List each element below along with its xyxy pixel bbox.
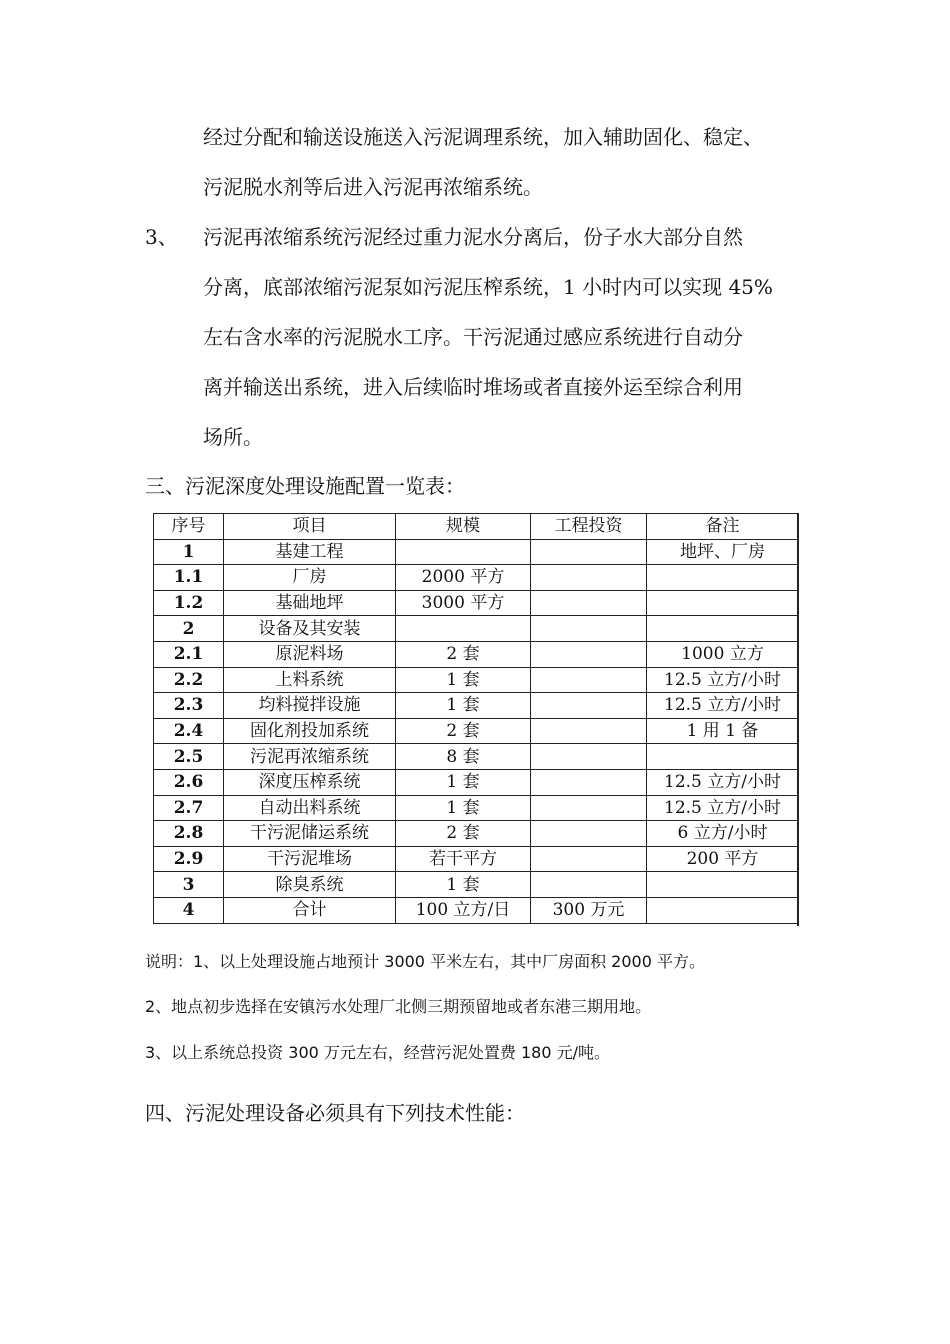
table-cell-idx: 2.7	[154, 795, 224, 821]
table-cell-scale: 8 套	[396, 744, 531, 770]
table-cell-note	[647, 872, 799, 898]
table-cell-invest	[531, 821, 647, 847]
table-cell-idx: 2.4	[154, 718, 224, 744]
table-cell-idx: 3	[154, 872, 224, 898]
table-cell-invest	[531, 565, 647, 591]
table-cell-invest	[531, 590, 647, 616]
table-cell-note: 6 立方/小时	[647, 821, 799, 847]
header-cell: 项目	[224, 514, 396, 540]
header-cell: 序号	[154, 514, 224, 540]
table-cell-scale: 3000 平方	[396, 590, 531, 616]
table-cell-item: 上料系统	[224, 667, 396, 693]
table-cell-note	[647, 616, 799, 642]
table-cell-note	[647, 565, 799, 591]
table-cell-scale: 2 套	[396, 821, 531, 847]
table-cell-idx: 2.9	[154, 846, 224, 872]
note-line: 2、地点初步选择在安镇污水处理厂北侧三期预留地或者东港三期用地。	[145, 997, 652, 1016]
table-cell-scale: 100 立方/日	[396, 897, 531, 923]
table-cell-invest	[531, 795, 647, 821]
table-row	[154, 667, 799, 693]
table-cell-invest	[531, 872, 647, 898]
section-heading: 三、污泥深度处理设施配置一览表：	[145, 474, 465, 498]
table-cell-invest	[531, 641, 647, 667]
table-cell-scale: 2000 平方	[396, 565, 531, 591]
table-cell-note: 12.5 立方/小时	[647, 795, 799, 821]
table-cell-invest	[531, 539, 647, 565]
table-cell-note: 200 平方	[647, 846, 799, 872]
table-cell-invest	[531, 769, 647, 795]
table-cell-note: 12.5 立方/小时	[647, 769, 799, 795]
paragraph-line: 污泥再浓缩系统污泥经过重力泥水分离后，份子水大部分自然	[203, 225, 743, 249]
table-cell-idx: 1.1	[154, 565, 224, 591]
table-cell-idx: 2.6	[154, 769, 224, 795]
section-heading: 四、污泥处理设备必须具有下列技术性能：	[145, 1101, 525, 1125]
table-row	[154, 897, 799, 923]
table-cell-item: 设备及其安装	[224, 616, 396, 642]
table-row	[154, 846, 799, 872]
paragraph-line: 分离，底部浓缩污泥泵如污泥压榨系统，1 小时内可以实现 45%	[203, 275, 773, 299]
paragraph-line: 左右含水率的污泥脱水工序。干污泥通过感应系统进行自动分	[203, 325, 743, 349]
table-cell-note: 1 用 1 备	[647, 718, 799, 744]
table-cell-idx: 1.2	[154, 590, 224, 616]
table-cell-idx: 2.5	[154, 744, 224, 770]
table-cell-note: 12.5 立方/小时	[647, 667, 799, 693]
header-cell: 工程投资	[531, 514, 647, 540]
config-table	[153, 513, 799, 924]
table-cell-note	[647, 897, 799, 923]
table-cell-idx: 2	[154, 616, 224, 642]
paragraph-line: 经过分配和输送设施送入污泥调理系统，加入辅助固化、稳定、	[203, 125, 763, 149]
table-cell-note	[647, 744, 799, 770]
item-number: 3、	[145, 225, 178, 249]
table-row	[154, 769, 799, 795]
table-cell-item: 除臭系统	[224, 872, 396, 898]
table-cell-invest: 300 万元	[531, 897, 647, 923]
table-cell-scale	[396, 616, 531, 642]
table-cell-item: 固化剂投加系统	[224, 718, 396, 744]
table-cell-item: 基建工程	[224, 539, 396, 565]
table-cell-scale: 1 套	[396, 872, 531, 898]
table-row	[154, 718, 799, 744]
table-cell-invest	[531, 846, 647, 872]
paragraph-line: 污泥脱水剂等后进入污泥再浓缩系统。	[203, 175, 543, 199]
table-row	[154, 744, 799, 770]
note-line: 3、以上系统总投资 300 万元左右，经营污泥处置费 180 元/吨。	[145, 1043, 610, 1062]
table-cell-scale: 2 套	[396, 718, 531, 744]
table-row	[154, 565, 799, 591]
note-line: 说明：1、以上处理设施占地预计 3000 平米左右，其中厂房面积 2000 平方。	[145, 952, 705, 971]
table-cell-scale	[396, 539, 531, 565]
table-cell-invest	[531, 616, 647, 642]
table-cell-note: 12.5 立方/小时	[647, 693, 799, 719]
table-cell-scale: 1 套	[396, 693, 531, 719]
table-cell-item: 原泥料场	[224, 641, 396, 667]
table-cell-idx: 4	[154, 897, 224, 923]
table-row	[154, 795, 799, 821]
table-cell-item: 厂房	[224, 565, 396, 591]
table-cell-idx: 2.8	[154, 821, 224, 847]
table-cell-idx: 2.3	[154, 693, 224, 719]
table-header-row	[154, 514, 799, 540]
table-cell-note: 地坪、厂房	[647, 539, 799, 565]
table-row	[154, 821, 799, 847]
table-cell-idx: 2.1	[154, 641, 224, 667]
table-cell-idx: 1	[154, 539, 224, 565]
table-cell-item: 干污泥堆场	[224, 846, 396, 872]
table-cell-scale: 1 套	[396, 667, 531, 693]
table-row	[154, 590, 799, 616]
table-cell-note	[647, 590, 799, 616]
header-cell: 备注	[647, 514, 799, 540]
table-cell-scale: 1 套	[396, 769, 531, 795]
table-row	[154, 693, 799, 719]
table-cell-scale: 2 套	[396, 641, 531, 667]
table-border-right	[797, 513, 799, 926]
table-cell-invest	[531, 693, 647, 719]
table-row	[154, 872, 799, 898]
table-cell-idx: 2.2	[154, 667, 224, 693]
table-cell-item: 基础地坪	[224, 590, 396, 616]
table-cell-scale: 1 套	[396, 795, 531, 821]
paragraph-line: 离并输送出系统，进入后续临时堆场或者直接外运至综合利用	[203, 375, 743, 399]
header-cell: 规模	[396, 514, 531, 540]
paragraph-line: 场所。	[203, 425, 263, 449]
table-cell-scale: 若干平方	[396, 846, 531, 872]
table-cell-note: 1000 立方	[647, 641, 799, 667]
table-cell-item: 深度压榨系统	[224, 769, 396, 795]
table-row	[154, 641, 799, 667]
table-cell-item: 污泥再浓缩系统	[224, 744, 396, 770]
table-row	[154, 539, 799, 565]
table-cell-item: 合计	[224, 897, 396, 923]
table-row	[154, 616, 799, 642]
table-cell-item: 均料搅拌设施	[224, 693, 396, 719]
table-cell-invest	[531, 718, 647, 744]
table-cell-item: 自动出料系统	[224, 795, 396, 821]
table-cell-invest	[531, 744, 647, 770]
table-cell-invest	[531, 667, 647, 693]
table-cell-item: 干污泥储运系统	[224, 821, 396, 847]
